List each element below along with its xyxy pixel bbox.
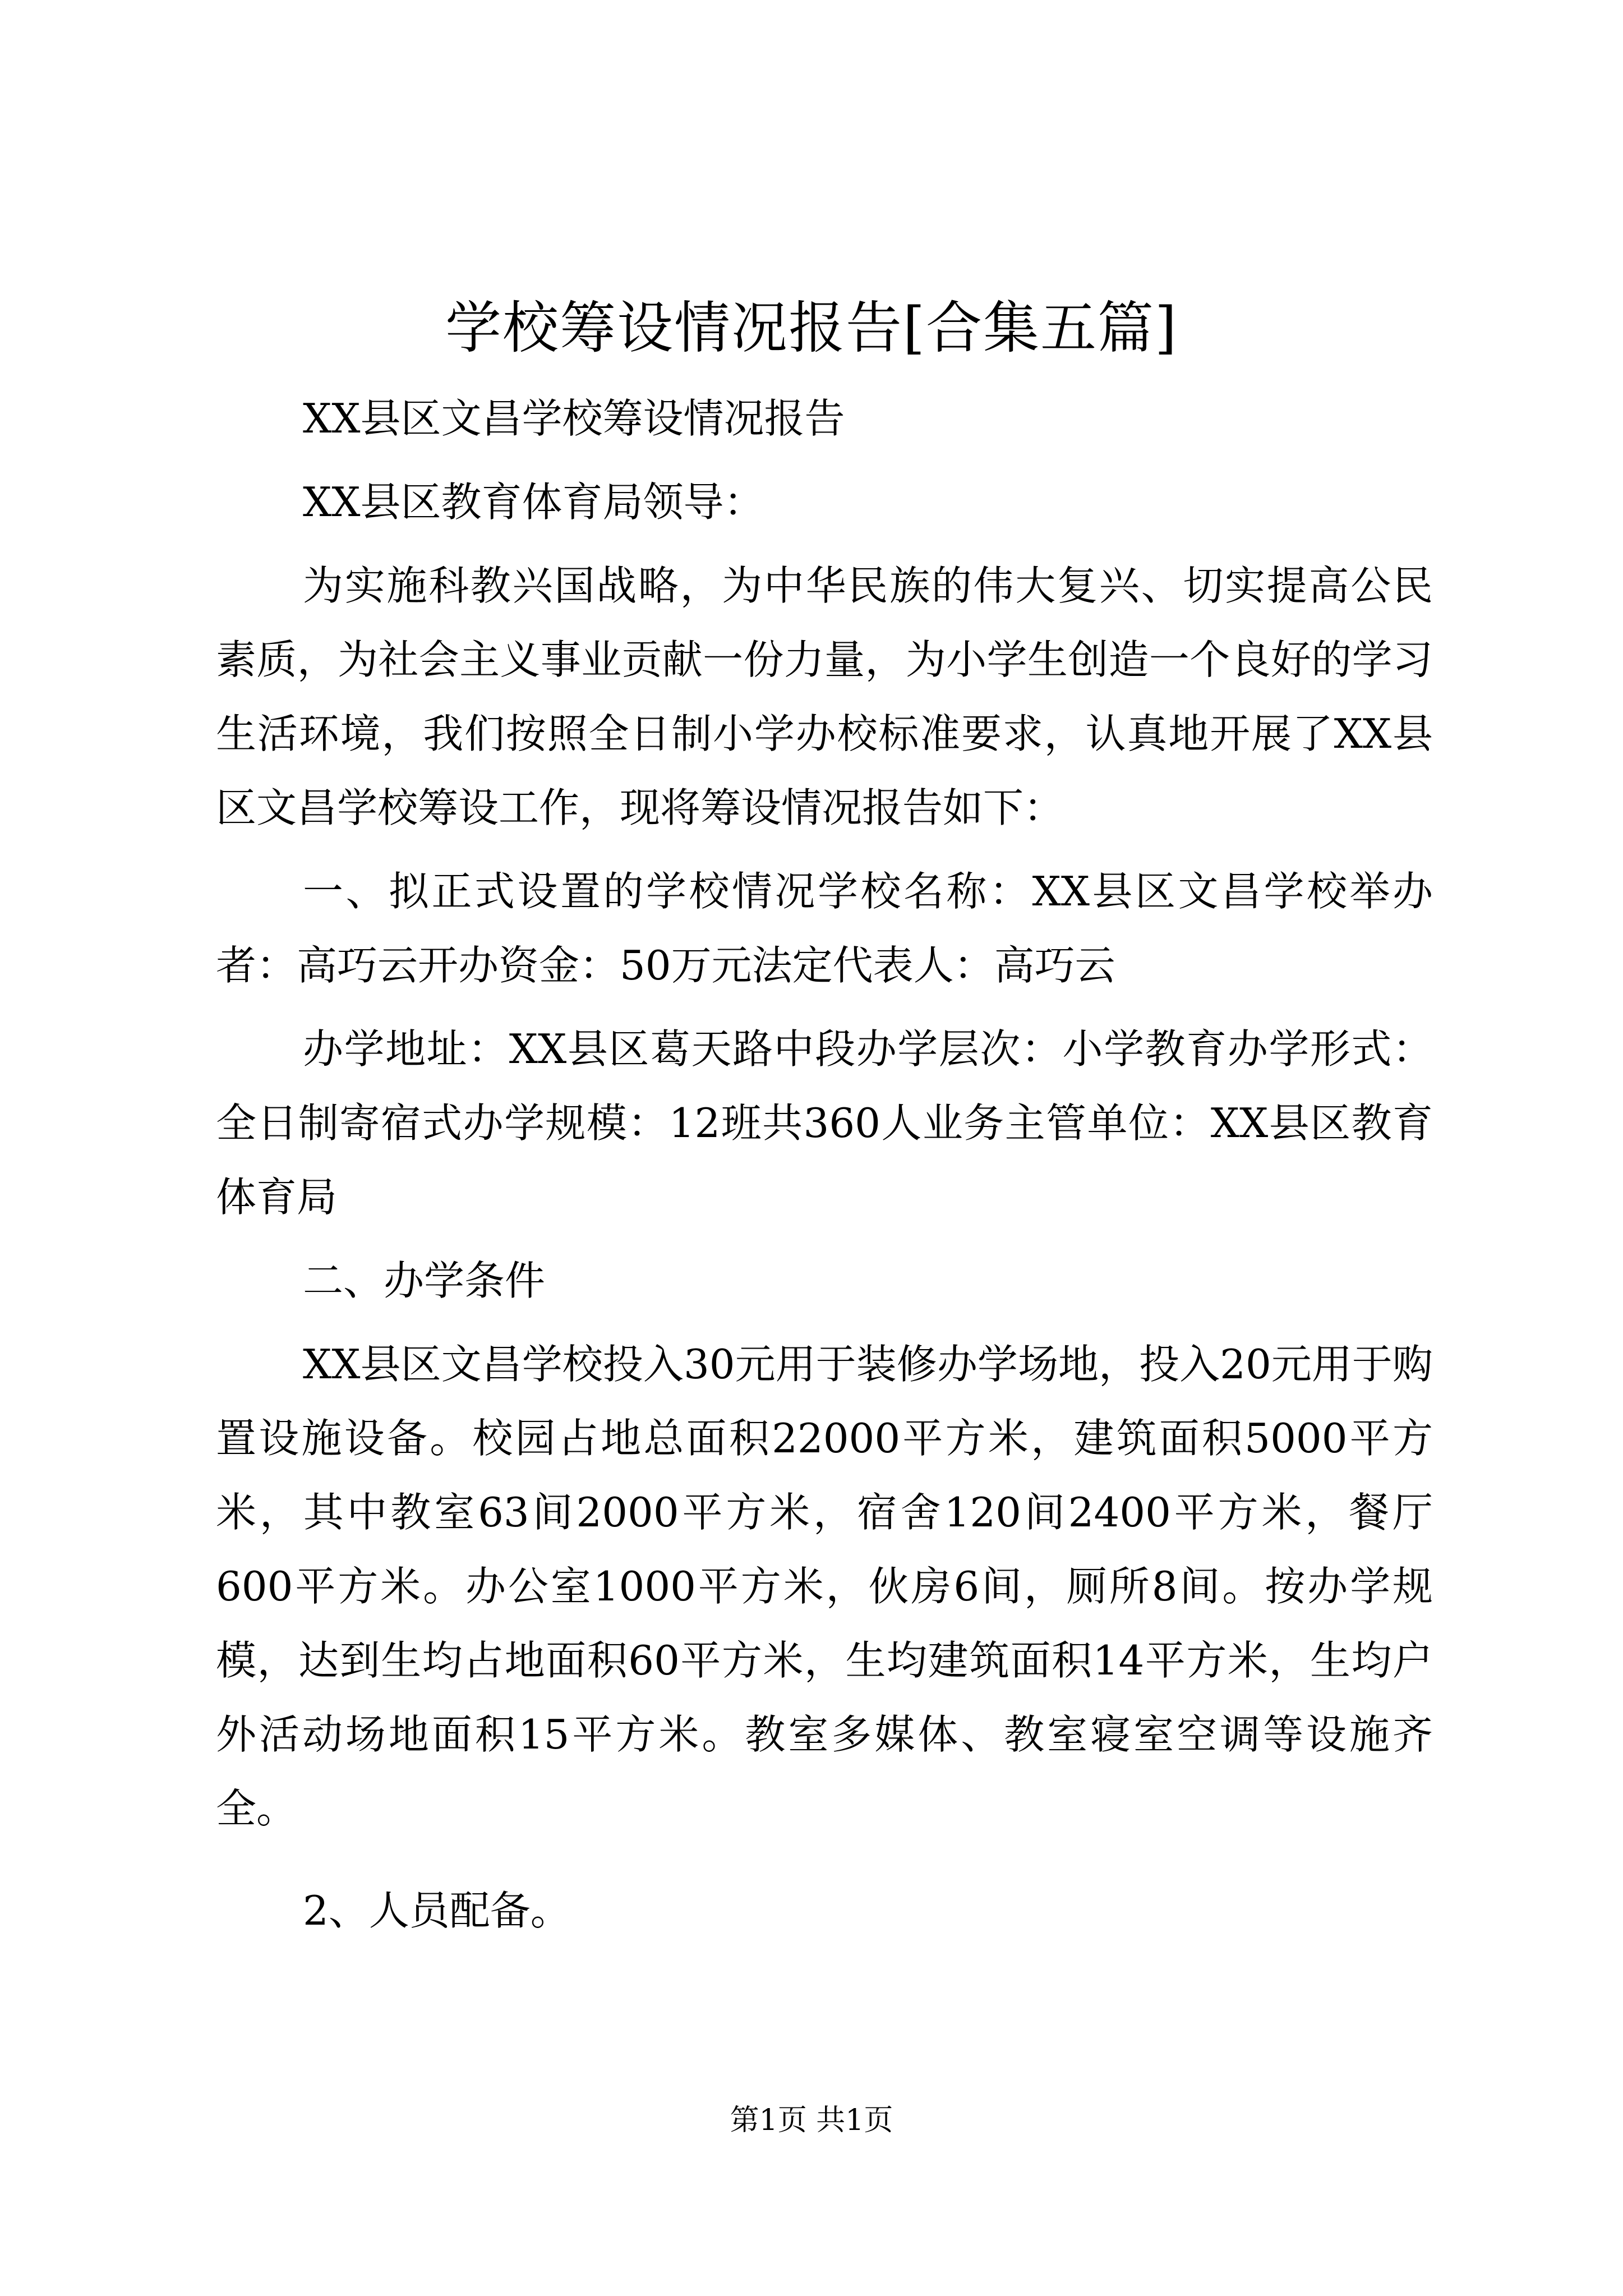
paragraph-school-address: 办学地址：XX县区葛天路中段办学层次：小学教育办学形式：全日制寄宿式办学规模：12班共360人业务主管单位：XX县区教育体育局	[216, 1025, 1433, 1221]
paragraph-salutation: XX县区教育体育局领导：	[303, 478, 764, 526]
paragraph-staffing: 2、人员配备。	[303, 1887, 571, 1934]
page-footer: 第1页 共1页	[730, 2104, 893, 2137]
paragraph-conditions-detail: XX县区文昌学校投入30元用于装修办学场地，投入20元用于购置设施设备。校园占地总面积22000平方米，建筑面积5000平方米，其中教室63间2000平方米，宿舍120间2400平方米，餐厅600平方米。办公室1000平方米，伙房6间，厕所8间。按办学规模，达到生均占地面积60平方米，生均建筑面积14平方米，生均户外活动场地面积15平方米。教室多媒体、教室寝室空调等设施齐全。	[216, 1341, 1433, 1832]
paragraph-section-conditions: 二、办学条件	[303, 1257, 546, 1304]
paragraph-report-heading: XX县区文昌学校筹设情况报告	[303, 395, 845, 442]
paragraph-school-info: 一、拟正式设置的学校情况学校名称：XX县区文昌学校举办者：高巧云开办资金：50万元法定代表人：高巧云	[216, 868, 1433, 989]
document-body	[216, 381, 1433, 1948]
document-title: 学校筹设情况报告[合集五篇]	[445, 295, 1178, 361]
paragraph-intro: 为实施科教兴国战略，为中华民族的伟大复兴、切实提高公民素质，为社会主义事业贡献一份力量，为小学生创造一个良好的学习生活环境，我们按照全日制小学办校标准要求，认真地开展了XX县区文昌学校筹设工作，现将筹设情况报告如下：	[216, 562, 1433, 831]
